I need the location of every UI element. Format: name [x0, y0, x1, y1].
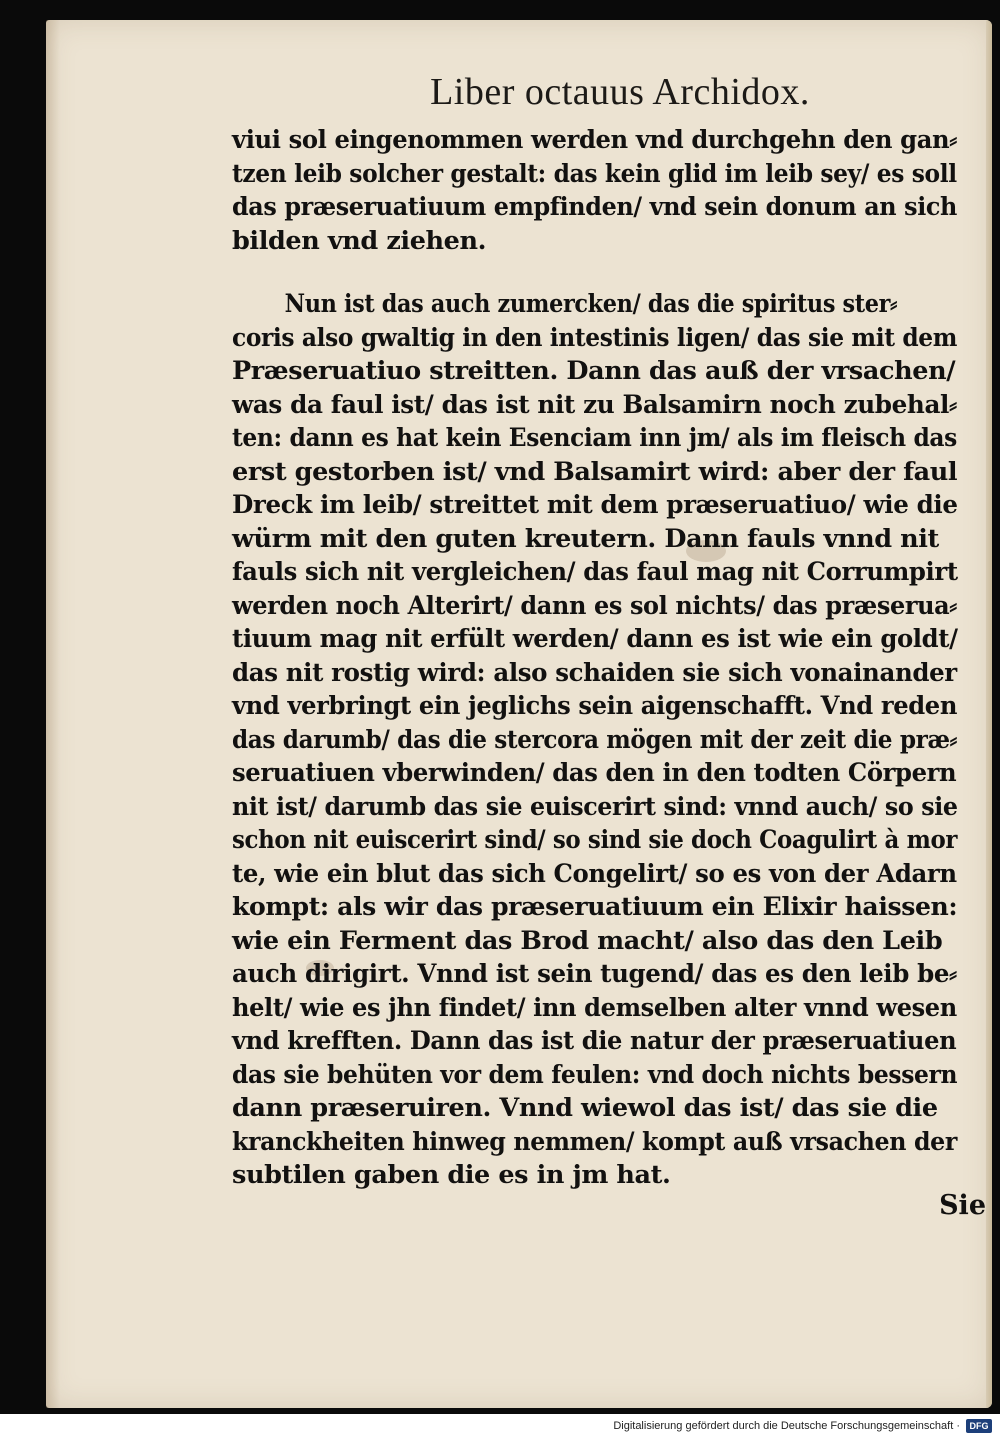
text-line: auch dirigirt. Vnnd ist sein tugend/ das es den leib be⸗	[232, 959, 957, 989]
text-line: das nit rostig wird: also schaiden sie sich vonainander	[232, 657, 957, 688]
paragraph-gap	[232, 258, 952, 288]
text-line: subtilen gaben die es in jm hat.	[232, 1160, 671, 1190]
text-line: fauls sich nit vergleichen/ das faul mag nit Corrumpirt	[232, 557, 958, 587]
text-line: Præseruatiuo streitten. Dann das auß der vrsachen/	[232, 356, 956, 386]
body-text	[232, 124, 958, 1193]
running-head: Liber octauus Archidox.	[430, 71, 810, 113]
text-line: tiuum mag nit erfült werden/ dann es ist wie ein goldt/	[232, 624, 958, 654]
text-line: wie ein Ferment das Brod macht/ also das den Leib	[232, 925, 943, 956]
text-line: te, wie ein blut das sich Congelirt/ so es von der Adarn	[232, 858, 957, 889]
page-edge	[986, 20, 992, 1408]
text-line: viui sol eingenommen werden vnd durchgehn den gan⸗	[232, 125, 957, 155]
catchword: Sie	[939, 1190, 986, 1221]
text-line: kranckheiten hinweg nemmen/ kompt auß vrsachen der	[232, 1126, 957, 1157]
text-line: erst gestorben ist/ vnd Balsamirt wird: aber der faul	[232, 456, 958, 487]
text-line: das darumb/ das die stercora mögen mit der zeit die præ⸗	[232, 724, 957, 755]
digitization-credit: Digitalisierung gefördert durch die Deutsche Forschungsgemeinschaft ·	[613, 1420, 960, 1432]
text-line: nit ist/ darumb das sie euiscerirt sind: vnnd auch/ so sie	[232, 791, 958, 822]
dfg-logo-icon: DFG	[966, 1419, 992, 1433]
text-line: vnd verbringt ein jeglichs sein aigenschafft. Vnd reden	[232, 691, 958, 721]
text-line: tzen leib solcher gestalt: das kein glid im leib sey/ es soll	[232, 158, 957, 189]
text-line: werden noch Alterirt/ dann es sol nichts/ das præserua⸗	[232, 590, 957, 621]
text-line: das sie behüten vor dem feulen: vnd doch nichts bessern	[232, 1059, 958, 1090]
gutter-shadow	[46, 20, 60, 1408]
text-line: bilden vnd ziehen.	[232, 225, 487, 256]
text-line: kompt: als wir das præseruatiuum ein Elixir haissen:	[232, 892, 958, 922]
text-line: das præseruatiuum empfinden/ vnd sein donum an sich	[232, 192, 958, 222]
text-line: coris also gwaltig in den intestinis ligen/ das sie mit dem	[232, 322, 958, 353]
text-line: Nun ist das auch zumercken/ das die spiritus ster⸗	[284, 289, 898, 319]
text-line: ten: dann es hat kein Esenciam inn jm/ als im fleisch das	[232, 423, 957, 453]
paragraph-1	[232, 124, 958, 258]
text-line: vnd krefften. Dann das ist die natur der præseruatiuen	[232, 1026, 957, 1056]
text-line: dann præseruiren. Vnnd wiewol das ist/ das sie die	[232, 1093, 938, 1123]
text-line: was da faul ist/ das ist nit zu Balsamirn noch zubehal⸗	[232, 389, 957, 420]
text-line: schon nit euiscerirt sind/ so sind sie doch Coagulirt à mor	[232, 825, 958, 855]
text-line: Dreck im leib/ streittet mit dem præseruatiuo/ wie die	[232, 490, 958, 520]
text-line: würm mit den guten kreutern. Dann fauls vnnd nit	[232, 523, 939, 554]
text-line: helt/ wie es jhn findet/ inn demselben alter vnnd wesen	[232, 992, 957, 1023]
text-line: seruatiuen vberwinden/ das den in den todten Cörpern	[232, 758, 957, 788]
footer-bar	[0, 1414, 1000, 1443]
paragraph-2	[232, 288, 958, 1193]
